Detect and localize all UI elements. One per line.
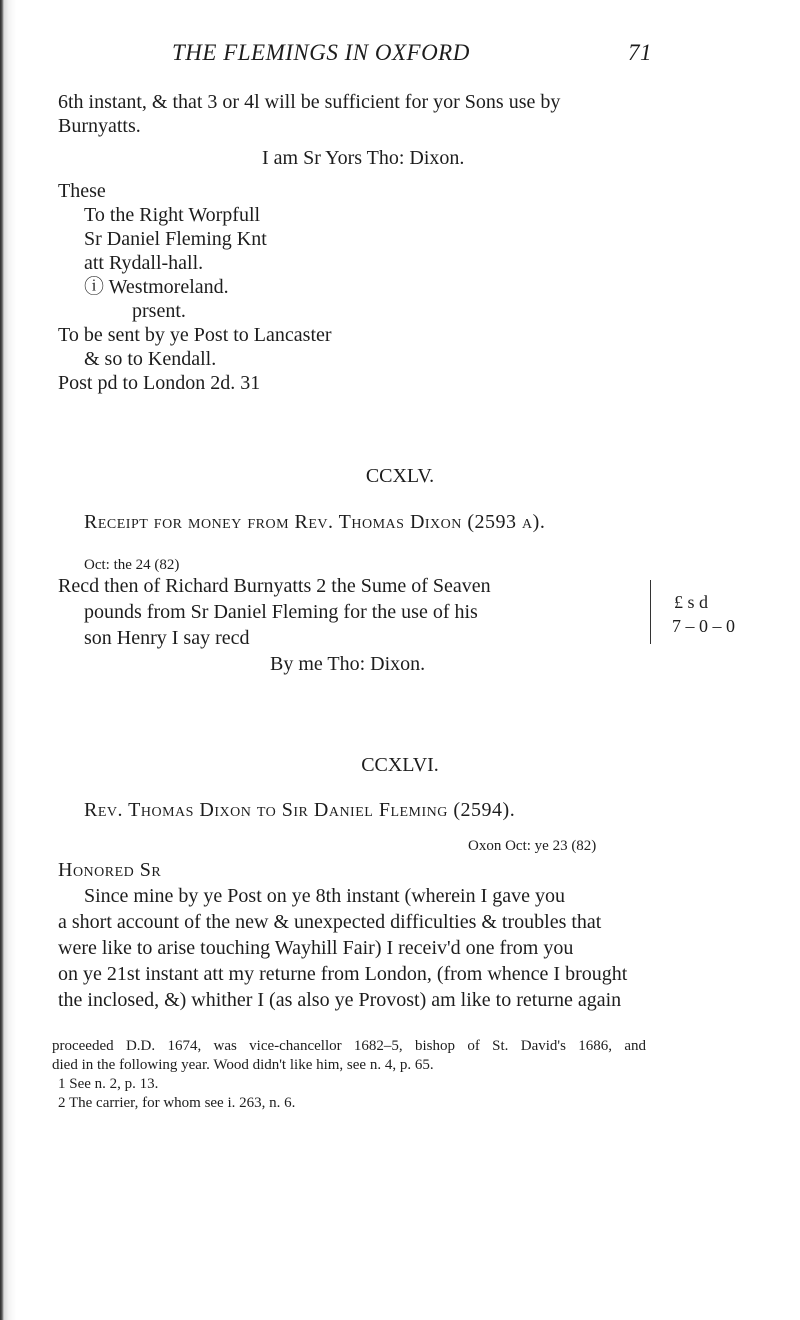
address-line: Sr Daniel Fleming Knt	[84, 228, 267, 250]
address-line: Post pd to London 2d. 31	[58, 372, 261, 394]
receipt-body-line: son Henry I say recd	[84, 627, 250, 649]
money-header: £ s d	[674, 592, 709, 612]
footnote-line: died in the following year. Wood didn't like him, see n. 4, p. 65.	[52, 1057, 434, 1073]
address-line: To be sent by ye Post to Lancaster	[58, 324, 332, 346]
letter-body-line: a short account of the new & unexpected difficulties & troubles that	[58, 911, 602, 933]
section-numeral: CCXLV.	[365, 465, 435, 487]
letter-body-line: on ye 21st instant att my returne from London, (from whence I brought	[58, 963, 628, 985]
receipt-date: Oct: the 24 (82)	[84, 557, 180, 573]
letter-body-line: were like to arise touching Wayhill Fair) I receiv'd one from you	[58, 937, 574, 959]
salutation: Honored Sr	[58, 859, 162, 881]
address-line: att Rydall-hall.	[84, 252, 204, 274]
address-line: These	[58, 180, 106, 202]
letter-dateline: Oxon Oct: ye 23 (82)	[468, 838, 597, 854]
letter-body-line: the inclosed, &) whither I (as also ye Provost) am like to returne again	[58, 989, 622, 1011]
section-heading: Rev. Thomas Dixon to Sir Daniel Fleming (2594).	[84, 799, 516, 821]
money-value: 7 – 0 – 0	[672, 616, 735, 636]
page-number: 71	[628, 40, 652, 65]
brace	[650, 580, 661, 644]
address-line: To the Right Worpfull	[84, 204, 261, 226]
section-heading: Receipt for money from Rev. Thomas Dixon (2593 a).	[84, 511, 546, 533]
footnote-line: 2 The carrier, for whom see i. 263, n. 6.	[58, 1095, 296, 1111]
receipt-signature: By me Tho: Dixon.	[270, 653, 426, 675]
letter-line-1: 6th instant, & that 3 or 4l will be sufficient for yor Sons use by	[58, 91, 561, 113]
footnote-line: proceeded D.D. 1674, was vice-chancellor 1682–5, bishop of St. David's 1686, and	[52, 1038, 646, 1054]
letter-signoff: I am Sr Yors Tho: Dixon.	[262, 147, 465, 169]
footnote-line: 1 See n. 2, p. 13.	[58, 1076, 159, 1092]
address-line: ⓘ Westmoreland.	[84, 276, 229, 298]
receipt-body-line: pounds from Sr Daniel Fleming for the use of his	[84, 601, 478, 623]
letter-body-line: Since mine by ye Post on ye 8th instant (wherein I gave you	[84, 885, 566, 907]
letter-line-2: Burnyatts.	[58, 115, 141, 137]
address-line: & so to Kendall.	[84, 348, 217, 370]
running-title: THE FLEMINGS IN OXFORD	[172, 40, 470, 65]
receipt-body-line: Recd then of Richard Burnyatts 2 the Sume of Seaven	[58, 575, 491, 597]
section-numeral: CCXLVI.	[361, 754, 439, 776]
address-line: prsent.	[132, 300, 186, 322]
